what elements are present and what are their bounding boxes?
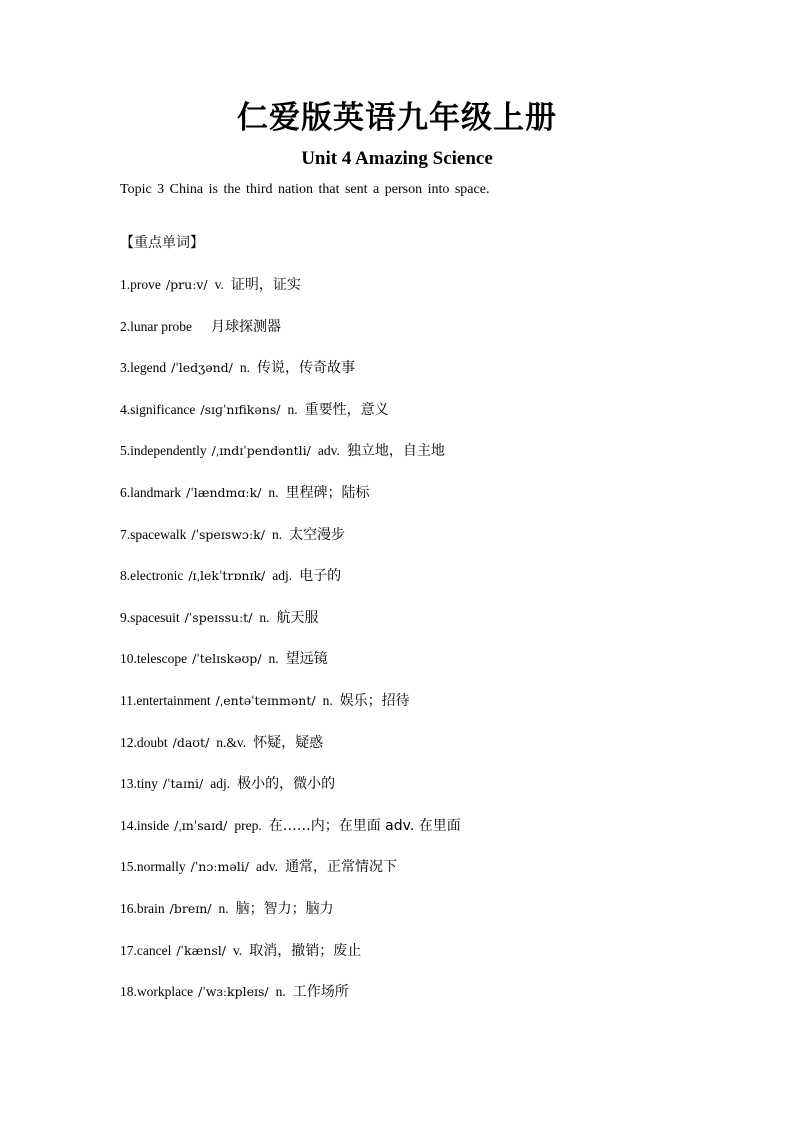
vocab-meaning: 在……内；在里面 adv. 在里面	[268, 817, 461, 834]
vocab-phonetic: /ˈnɔːməli/	[190, 859, 249, 875]
vocab-word: 15.normally	[120, 859, 186, 875]
vocab-part-of-speech: n.	[275, 984, 286, 1000]
vocab-phonetic: /ˈwɜːkpleɪs/	[198, 984, 269, 1000]
vocab-item	[120, 649, 461, 691]
vocab-item	[120, 400, 461, 442]
vocab-word: 1.prove	[120, 277, 161, 292]
vocab-meaning: 极小的，微小的	[237, 776, 336, 793]
vocab-phonetic: /ˈledʒənd/	[171, 360, 233, 376]
vocab-meaning: 脑；智力；脑力	[235, 900, 334, 917]
vocab-part-of-speech: n.	[322, 692, 333, 708]
vocab-meaning: 传说，传奇故事	[257, 360, 356, 377]
vocab-phonetic: /ˈspeɪswɔːk/	[191, 526, 265, 542]
vocab-word: 8.electronic	[120, 568, 184, 584]
vocab-part-of-speech: n.	[239, 360, 251, 376]
vocab-word: 17.cancel	[120, 942, 172, 958]
vocab-part-of-speech: n.	[271, 526, 283, 542]
vocab-meaning: 怀疑，疑惑	[253, 734, 324, 751]
vocab-word: 7.spacewalk	[120, 526, 187, 542]
unit-subtitle: Unit 4 Amazing Science	[301, 148, 493, 169]
vocab-part-of-speech: adv.	[256, 859, 278, 875]
vocab-part-of-speech: n.	[259, 609, 270, 625]
vocab-meaning: 取消，撤销；废止	[249, 942, 362, 959]
vocab-word: 12.doubt	[120, 734, 168, 750]
vocab-item	[120, 857, 461, 899]
vocab-meaning: 娱乐；招待	[339, 692, 410, 709]
vocab-item	[120, 525, 461, 567]
vocab-phonetic: /sɪɡˈnɪfikəns/	[200, 401, 281, 417]
vocab-word: 18.workplace	[120, 984, 194, 1000]
vocab-phonetic: /ˈkænsl/	[176, 942, 226, 958]
vocab-word: 4.significance	[120, 401, 196, 417]
vocab-item	[120, 441, 461, 483]
vocab-phonetic: /ɪˌlekˈtrɒnɪk/	[188, 568, 266, 584]
vocab-part-of-speech: n.	[287, 401, 298, 417]
vocab-part-of-speech: n.	[218, 900, 229, 916]
vocab-word: 13.tiny	[120, 776, 158, 792]
vocab-phonetic: /ˌɪnˈsaɪd/	[174, 817, 228, 833]
vocab-phonetic: /ˌɪndɪˈpendəntli/	[211, 443, 311, 459]
vocab-word: 14.inside	[120, 817, 170, 833]
page-title: 仁爱版英语九年级上册	[237, 100, 557, 136]
vocab-item	[120, 275, 461, 317]
vocab-word: 5.independently	[120, 443, 207, 459]
vocab-word: 10.telescope	[120, 651, 188, 667]
vocab-word: 2.lunar probe	[120, 318, 192, 334]
vocab-meaning: 太空漫步	[289, 526, 346, 543]
vocab-part-of-speech: v.	[214, 277, 224, 292]
vocab-meaning: 工作场所	[292, 984, 349, 1001]
vocab-phonetic: /ˈtaɪni/	[162, 776, 204, 792]
vocab-meaning: 望远镜	[285, 651, 328, 668]
vocab-item	[120, 566, 461, 608]
vocab-item	[120, 691, 461, 733]
vocab-phonetic: /daʊt/	[172, 734, 210, 750]
vocab-phonetic: /ˈlændmɑːk/	[186, 484, 262, 500]
vocab-meaning: 电子的	[299, 568, 342, 585]
vocab-phonetic: /ˈtelɪskəʊp/	[192, 651, 262, 667]
vocab-item	[120, 733, 461, 775]
topic-line: Topic 3 China is the third nation that sent a person into space.	[120, 182, 490, 197]
vocab-meaning: 月球探测器	[210, 318, 281, 335]
vocab-item	[120, 608, 461, 650]
vocab-meaning: 航天服	[276, 609, 319, 626]
vocab-part-of-speech: v.	[233, 942, 243, 958]
vocab-item	[120, 317, 461, 359]
vocab-word: 16.brain	[120, 900, 165, 916]
vocab-part-of-speech: adv.	[317, 443, 340, 459]
vocab-part-of-speech: n.	[268, 484, 279, 500]
vocab-word: 3.legend	[120, 360, 167, 376]
vocab-meaning: 证明，证实	[230, 277, 301, 293]
vocab-item	[120, 774, 461, 816]
vocab-item	[120, 358, 461, 400]
vocab-part-of-speech: adj.	[272, 568, 293, 584]
section-heading-key-words: 【重点单词】	[120, 235, 204, 251]
vocab-item	[120, 899, 461, 941]
vocab-meaning: 重要性，意义	[304, 401, 389, 418]
vocab-word: 6.landmark	[120, 484, 182, 500]
vocab-item	[120, 982, 461, 1024]
vocab-part-of-speech: n.	[268, 651, 279, 667]
vocabulary-list	[120, 275, 461, 1024]
vocab-meaning: 独立地，自主地	[346, 443, 445, 460]
vocab-meaning: 通常，正常情况下	[285, 859, 397, 876]
vocab-phonetic: /ˌentəˈteɪnmənt/	[215, 692, 316, 708]
vocab-item	[120, 816, 461, 858]
vocab-part-of-speech: n.&v.	[216, 734, 247, 750]
vocab-phonetic: /ˈspeɪssuːt/	[184, 609, 253, 625]
vocab-item	[120, 941, 461, 983]
vocab-part-of-speech: prep.	[234, 817, 262, 833]
vocab-meaning: 里程碑；陆标	[285, 484, 370, 501]
vocab-part-of-speech: adj.	[210, 776, 231, 792]
vocab-word: 9.spacesuit	[120, 609, 180, 625]
vocab-phonetic: /breɪn/	[169, 900, 212, 916]
vocab-word: 11.entertainment	[120, 692, 211, 708]
vocab-phonetic: /pruːv/	[165, 277, 208, 292]
vocab-item	[120, 483, 461, 525]
